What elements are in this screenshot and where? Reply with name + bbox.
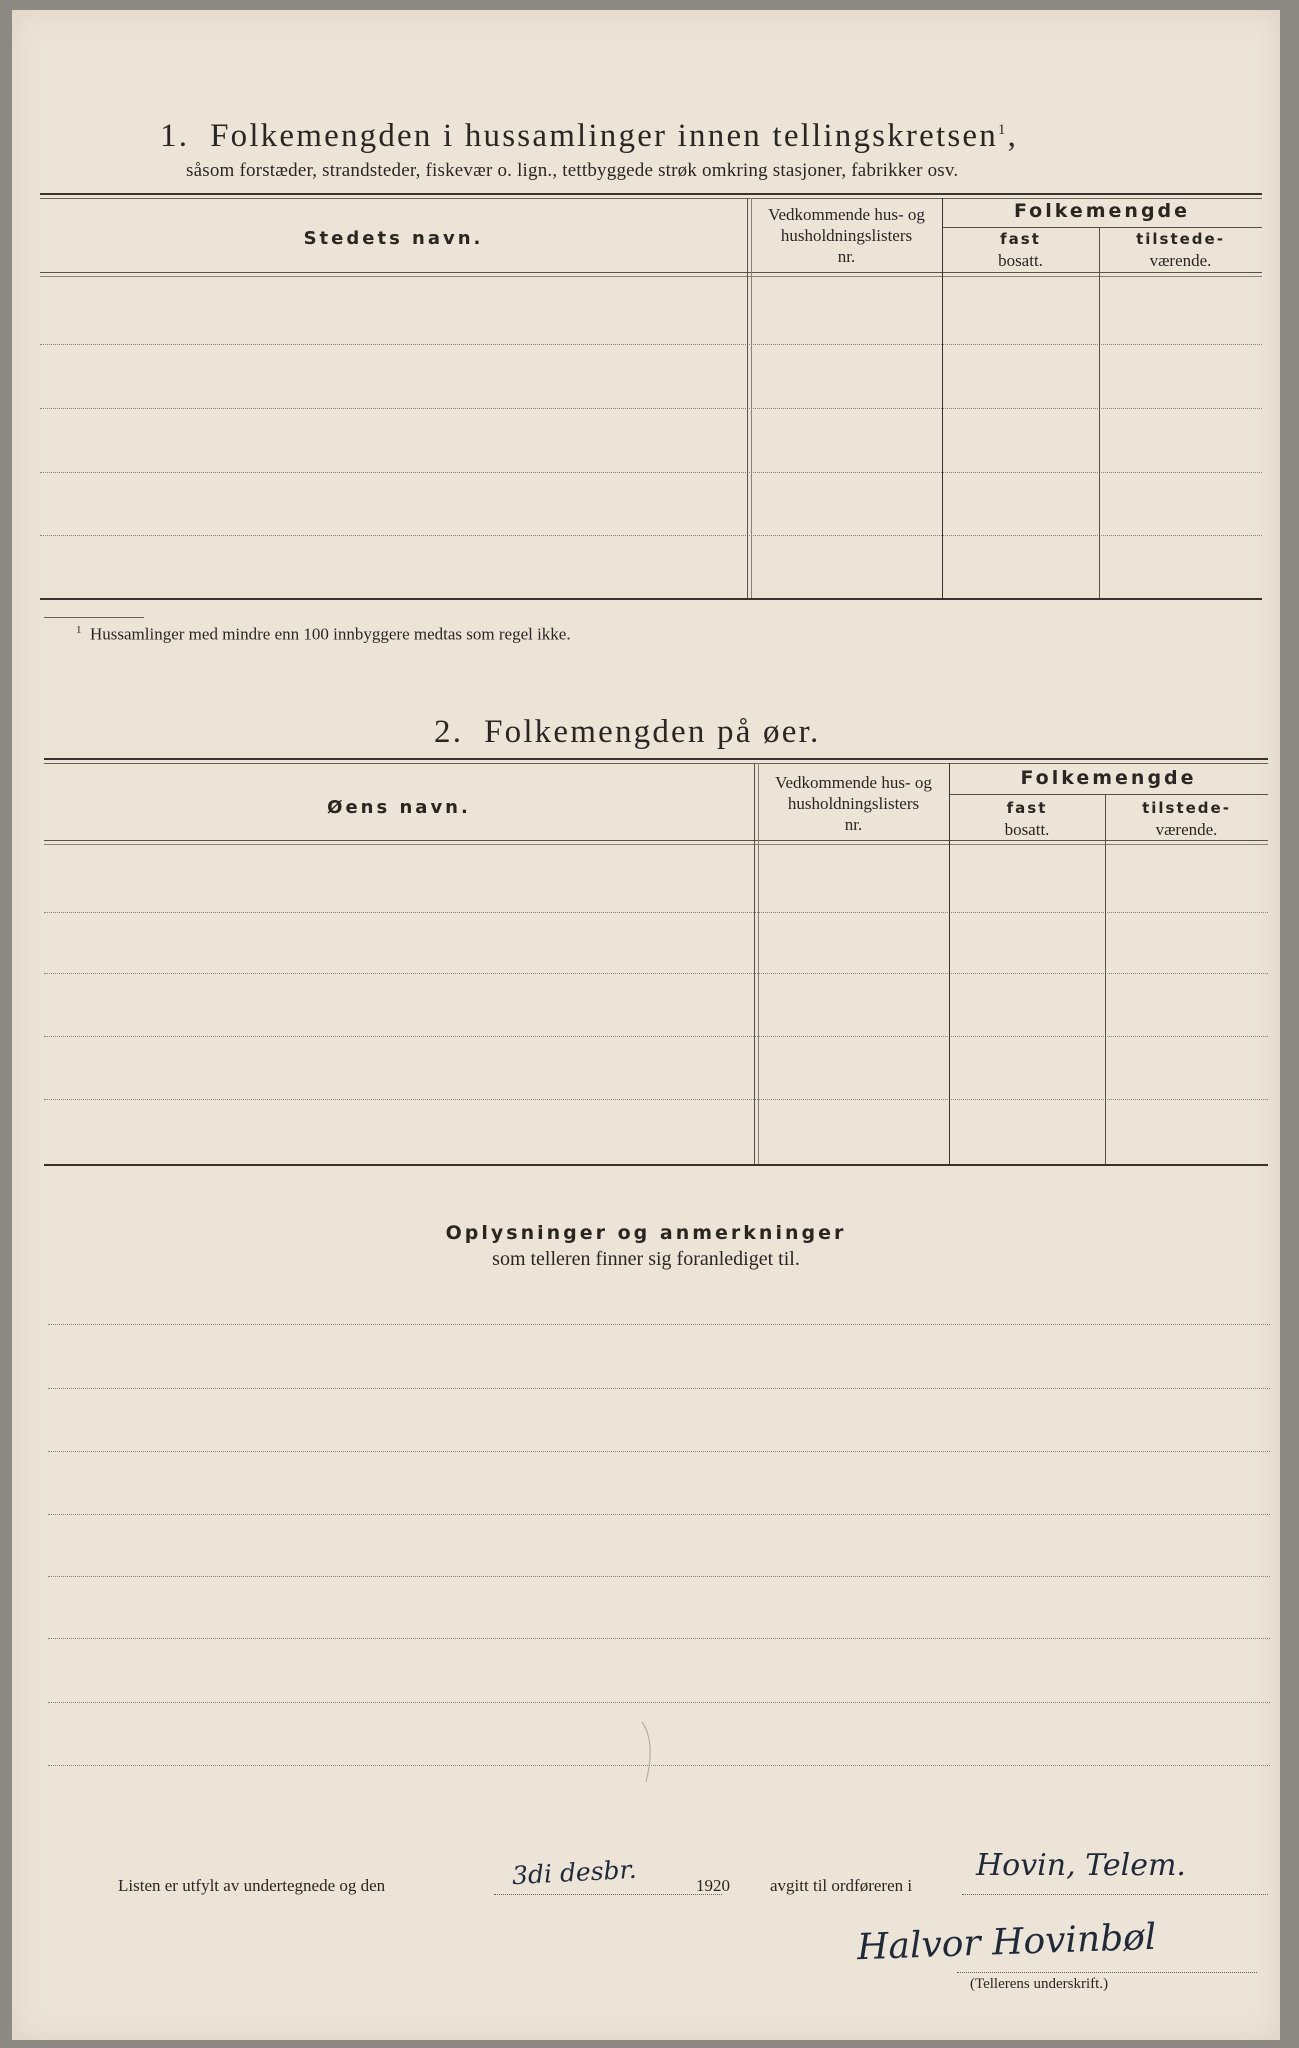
remarks-subtitle: som telleren finner sig foranlediget til.	[492, 1248, 800, 1270]
remarks-line	[48, 1702, 1270, 1703]
handwritten-signature: Halvor Hovinbøl	[856, 1916, 1157, 1969]
section1-title-text: Folkemengden i hussamlinger innen tellingskretsen	[210, 118, 998, 154]
table1-row-line	[40, 535, 1262, 536]
table2-top-rule	[44, 758, 1268, 760]
table1-header-rule	[40, 272, 1262, 273]
signature-line-prefix: Listen er utfylt av undertegnede og den	[118, 1876, 386, 1895]
table1-col-divider	[1099, 227, 1100, 598]
remarks-line	[48, 1324, 1270, 1325]
table1-row-line	[40, 344, 1262, 345]
remarks-line	[48, 1451, 1270, 1452]
table2-header-place: Øens navn.	[327, 797, 471, 818]
table2-header-fast-line: fast	[1006, 799, 1048, 817]
remarks-line	[48, 1388, 1270, 1389]
table1-header-tilstede-line: værende.	[1149, 251, 1212, 270]
table2-header-tilstede-line: tilstede-	[1142, 799, 1231, 817]
footnote	[76, 624, 571, 645]
pencil-mark	[634, 1720, 664, 1790]
place-fill-line	[962, 1894, 1268, 1895]
remarks-line	[48, 1576, 1270, 1577]
table2-col-divider	[1105, 794, 1106, 1164]
table2-header-fast-line: bosatt.	[1004, 820, 1050, 839]
footnote-text: Hussamlinger med mindre enn 100 innbyggere medtas som regel ikke.	[90, 624, 571, 644]
table1-header-rule-2	[40, 276, 1262, 277]
table1-top-rule-thin	[40, 198, 1262, 199]
table2-header-rule	[44, 840, 1268, 841]
table1-header-list-line: Vedkommende hus- og	[768, 205, 925, 224]
handwritten-date: 3di desbr.	[511, 1854, 638, 1891]
table2-col-divider	[754, 763, 755, 1164]
signature-fill-line	[957, 1972, 1257, 1973]
section2-title-text: Folkemengden på øer.	[484, 714, 821, 750]
table2-group-rule	[949, 794, 1268, 795]
table1-col-divider	[747, 198, 748, 598]
table1-top-rule	[40, 193, 1262, 195]
table2-bottom-rule	[44, 1164, 1268, 1166]
section1-title-footnote-mark: 1	[997, 122, 1008, 138]
table2-header-tilstede	[1105, 798, 1268, 840]
remarks-line	[48, 1514, 1270, 1515]
signature-caption: (Tellerens underskrift.)	[970, 1976, 1109, 1992]
table1-header-list-line: husholdningslisters	[780, 226, 913, 245]
table2-header-folkemengde: Folkemengde	[1020, 767, 1197, 789]
table2-header-fast	[949, 798, 1105, 840]
handwritten-place: Hovin, Telem.	[976, 1848, 1186, 1883]
table1-row-line	[40, 408, 1262, 409]
table2-row-line	[44, 1099, 1268, 1100]
remarks-line	[48, 1638, 1270, 1639]
table1-header-list	[751, 204, 942, 267]
table2-header-list	[758, 772, 949, 835]
table2-row-line	[44, 1036, 1268, 1037]
table1-header-fast	[942, 229, 1099, 271]
section2-title-number: 2.	[434, 714, 464, 750]
table1-header-place: Stedets navn.	[303, 228, 484, 249]
table1-header-folkemengde: Folkemengde	[1013, 200, 1191, 222]
table1-row-line	[40, 472, 1262, 473]
table1-group-rule	[942, 227, 1262, 228]
footnote-mark: 1	[76, 624, 82, 636]
footnote-rule	[44, 617, 144, 618]
year: 1920	[696, 1876, 730, 1895]
section1-title-end: ,	[1007, 118, 1019, 154]
table1-bottom-rule	[40, 598, 1262, 600]
table1-header-list-line: nr.	[837, 247, 856, 266]
date-fill-line	[494, 1894, 722, 1895]
table2-top-rule-thin	[44, 763, 1268, 764]
signature-line-middle: avgitt til ordføreren i	[770, 1876, 913, 1895]
section1-subtitle: såsom forstæder, strandsteder, fiskevær o. lign., tettbyggede strøk omkring stasjoner, fabrikker osv.	[186, 160, 959, 181]
table2-header-tilstede-line: værende.	[1155, 820, 1218, 839]
table2-header-list-line: Vedkommende hus- og	[775, 773, 932, 792]
census-form-page	[12, 10, 1280, 2040]
table1-header-fast-line: fast	[1000, 230, 1041, 248]
table1-header-tilstede	[1099, 229, 1262, 271]
section1-title	[160, 118, 1018, 155]
table2-row-line	[44, 973, 1268, 974]
table2-header-rule-2	[44, 844, 1268, 845]
table2-header-list-line: nr.	[844, 815, 863, 834]
table1-header-fast-line: bosatt.	[998, 251, 1043, 270]
table2-header-list-line: husholdningslisters	[787, 794, 920, 813]
remarks-title: Oplysninger og anmerkninger	[445, 1222, 847, 1244]
section2-title	[434, 714, 820, 751]
table1-header-tilstede-line: tilstede-	[1136, 230, 1225, 248]
section1-title-number: 1.	[160, 118, 190, 154]
table2-row-line	[44, 912, 1268, 913]
